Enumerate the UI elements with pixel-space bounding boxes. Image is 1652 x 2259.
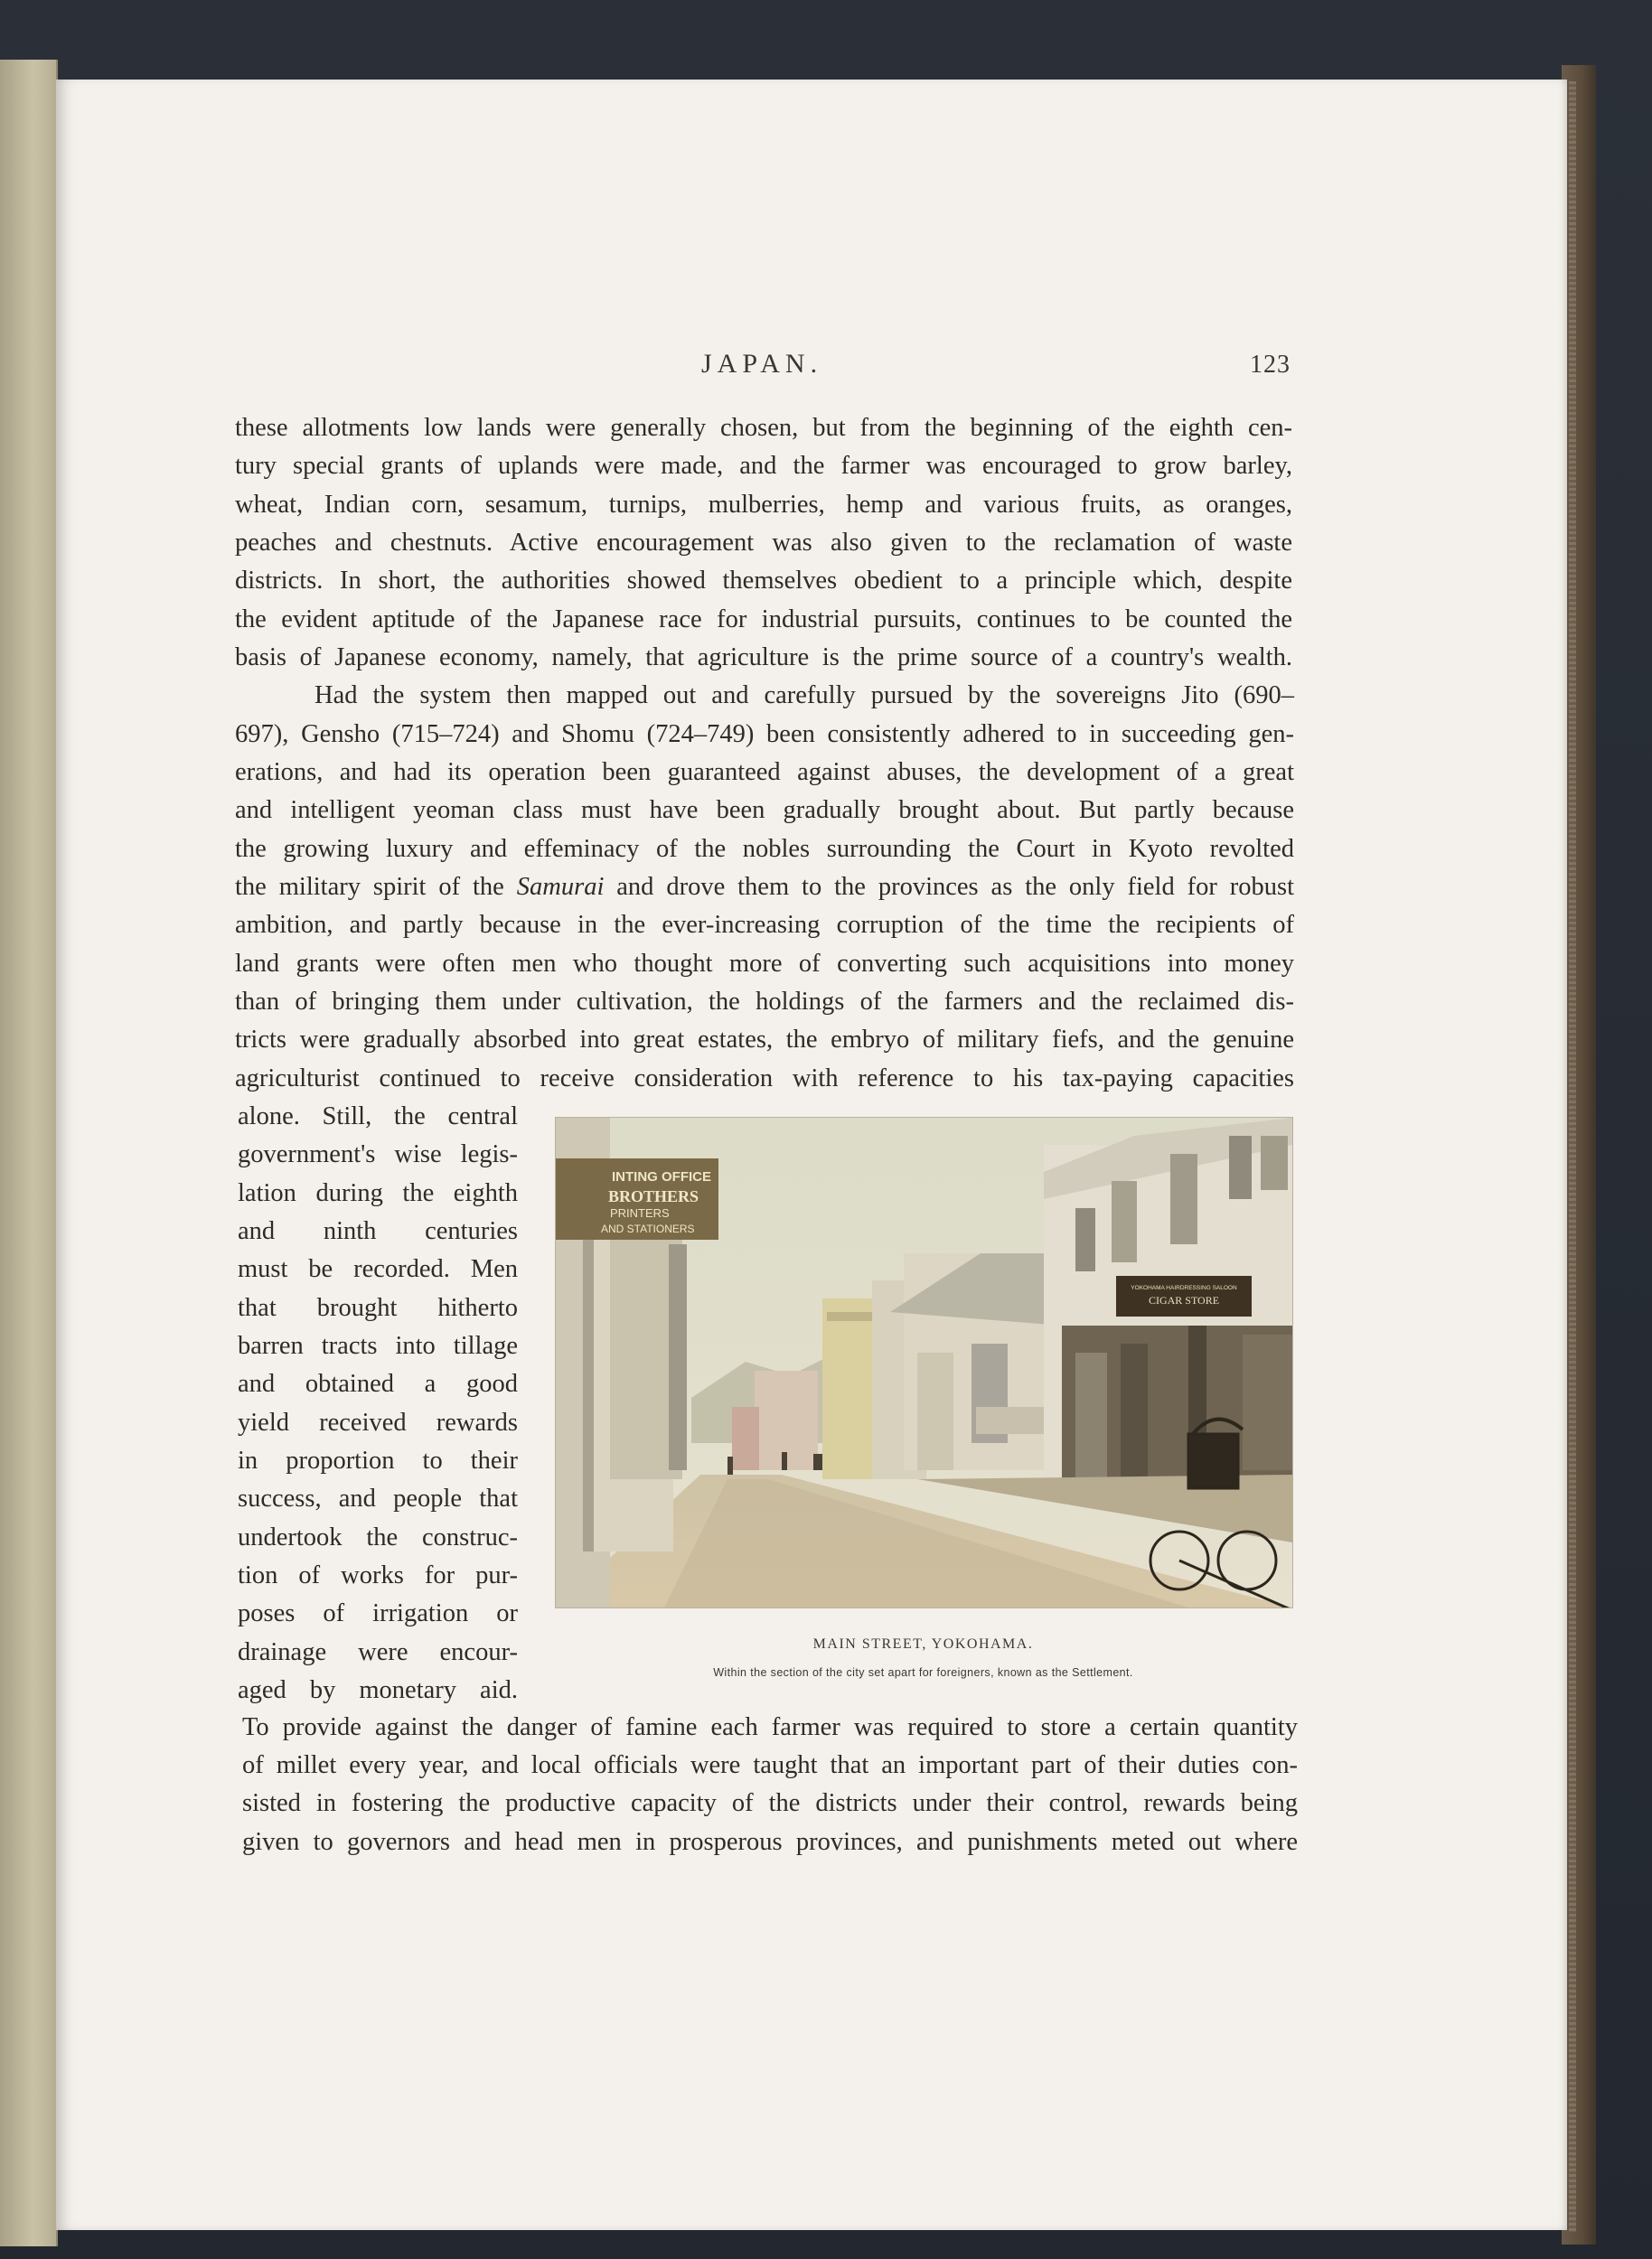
side-line: and ninth centuries xyxy=(238,1217,518,1245)
body-line: districts. In short, the authorities showed themselves obedient to a principle which, despite xyxy=(235,567,1292,595)
side-line: success, and people that xyxy=(238,1485,518,1513)
body-line: Had the system then mapped out and carefully pursued by the sovereigns Jito (690– xyxy=(314,681,1294,709)
page-number: 123 xyxy=(1250,351,1291,379)
body-line: 697), Gensho (715–724) and Shomu (724–749) been consistently adhered to in succeeding gen- xyxy=(235,720,1294,748)
body-line: land grants were often men who thought more of converting such acquisitions into money xyxy=(235,950,1294,978)
body-line: the growing luxury and effeminacy of the nobles surrounding the Court in Kyoto revolted xyxy=(235,835,1294,863)
sign-line: YOKOHAMA HAIRDRESSING SALOON xyxy=(1131,1285,1237,1291)
figure-caption-subtitle: Within the section of the city set apart for foreigners, known as the Settlement. xyxy=(713,1666,1133,1679)
body-line: tury special grants of uplands were made, and the farmer was encouraged to grow barley, xyxy=(235,452,1292,480)
side-line: lation during the eighth xyxy=(238,1179,518,1207)
body-line-part: the military spirit of the xyxy=(235,873,504,901)
figure-caption-title: MAIN STREET, YOKOHAMA. xyxy=(812,1636,1034,1652)
body-line: of millet every year, and local officials were taught that an important part of their duties con- xyxy=(242,1751,1298,1779)
side-line: government's wise legis- xyxy=(238,1140,518,1168)
body-line: the evident aptitude of the Japanese race for industrial pursuits, continues to be counted the xyxy=(235,605,1292,633)
side-line: tion of works for pur- xyxy=(238,1561,518,1589)
body-line: tricts were gradually absorbed into great estates, the embryo of military fiefs, and the genuine xyxy=(235,1026,1294,1054)
body-line: To provide against the danger of famine each farmer was required to store a certain quantity xyxy=(242,1713,1298,1741)
side-line: and obtained a good xyxy=(238,1370,518,1398)
side-line: aged by monetary aid. xyxy=(238,1676,518,1704)
printing-office-sign xyxy=(556,1158,718,1240)
body-line: peaches and chestnuts. Active encouragement was also given to the reclamation of waste xyxy=(235,529,1292,557)
page-stack-edge xyxy=(1569,81,1576,2232)
body-line xyxy=(235,868,1294,906)
sign-line: BROTHERS xyxy=(608,1187,699,1205)
body-line: ambition, and partly because in the ever-increasing corruption of the time the recipients of xyxy=(235,911,1294,939)
body-line-part: and drove them to the provinces as the only field for robust xyxy=(616,873,1295,901)
side-line: that brought hitherto xyxy=(238,1294,518,1322)
body-line: and intelligent yeoman class must have been gradually brought about. But partly because xyxy=(235,796,1294,824)
cigar-store-sign xyxy=(1116,1276,1252,1317)
body-line: basis of Japanese economy, namely, that agriculture is the prime source of a country's wealth. xyxy=(235,643,1292,671)
side-line: undertook the construc- xyxy=(238,1523,518,1551)
facing-page-edge xyxy=(0,60,58,2246)
body-line: sisted in fostering the productive capacity of the districts under their control, rewards being xyxy=(242,1789,1298,1817)
body-line: erations, and had its operation been guaranteed against abuses, the development of a great xyxy=(235,758,1294,786)
body-line: given to governors and head men in prosperous provinces, and punishments meted out where xyxy=(242,1828,1298,1856)
body-line: wheat, Indian corn, sesamum, turnips, mulberries, hemp and various fruits, as oranges, xyxy=(235,491,1292,519)
street-photo-art xyxy=(556,1118,1292,1608)
body-line: these allotments low lands were generally chosen, but from the beginning of the eighth cen- xyxy=(235,414,1292,442)
sign-line: AND STATIONERS xyxy=(601,1223,695,1235)
side-line: poses of irrigation or xyxy=(238,1599,518,1627)
sign-line: PRINTERS xyxy=(610,1206,670,1220)
sign-line: CIGAR STORE xyxy=(1148,1294,1220,1307)
side-line: must be recorded. Men xyxy=(238,1255,518,1283)
side-line: yield received rewards xyxy=(238,1409,518,1437)
running-head: JAPAN. xyxy=(701,349,823,379)
body-line: than of bringing them under cultivation, the holdings of the farmers and the reclaimed dis- xyxy=(235,988,1294,1016)
side-line: drainage were encour- xyxy=(238,1638,518,1666)
body-line: agriculturist continued to receive consideration with reference to his tax-paying capacities xyxy=(235,1064,1294,1092)
street-photograph xyxy=(555,1117,1293,1608)
italic-term: Samurai xyxy=(516,873,605,901)
sign-line: INTING OFFICE xyxy=(612,1169,711,1185)
side-line: barren tracts into tillage xyxy=(238,1332,518,1360)
side-line: alone. Still, the central xyxy=(238,1102,518,1130)
side-line: in proportion to their xyxy=(238,1447,518,1475)
